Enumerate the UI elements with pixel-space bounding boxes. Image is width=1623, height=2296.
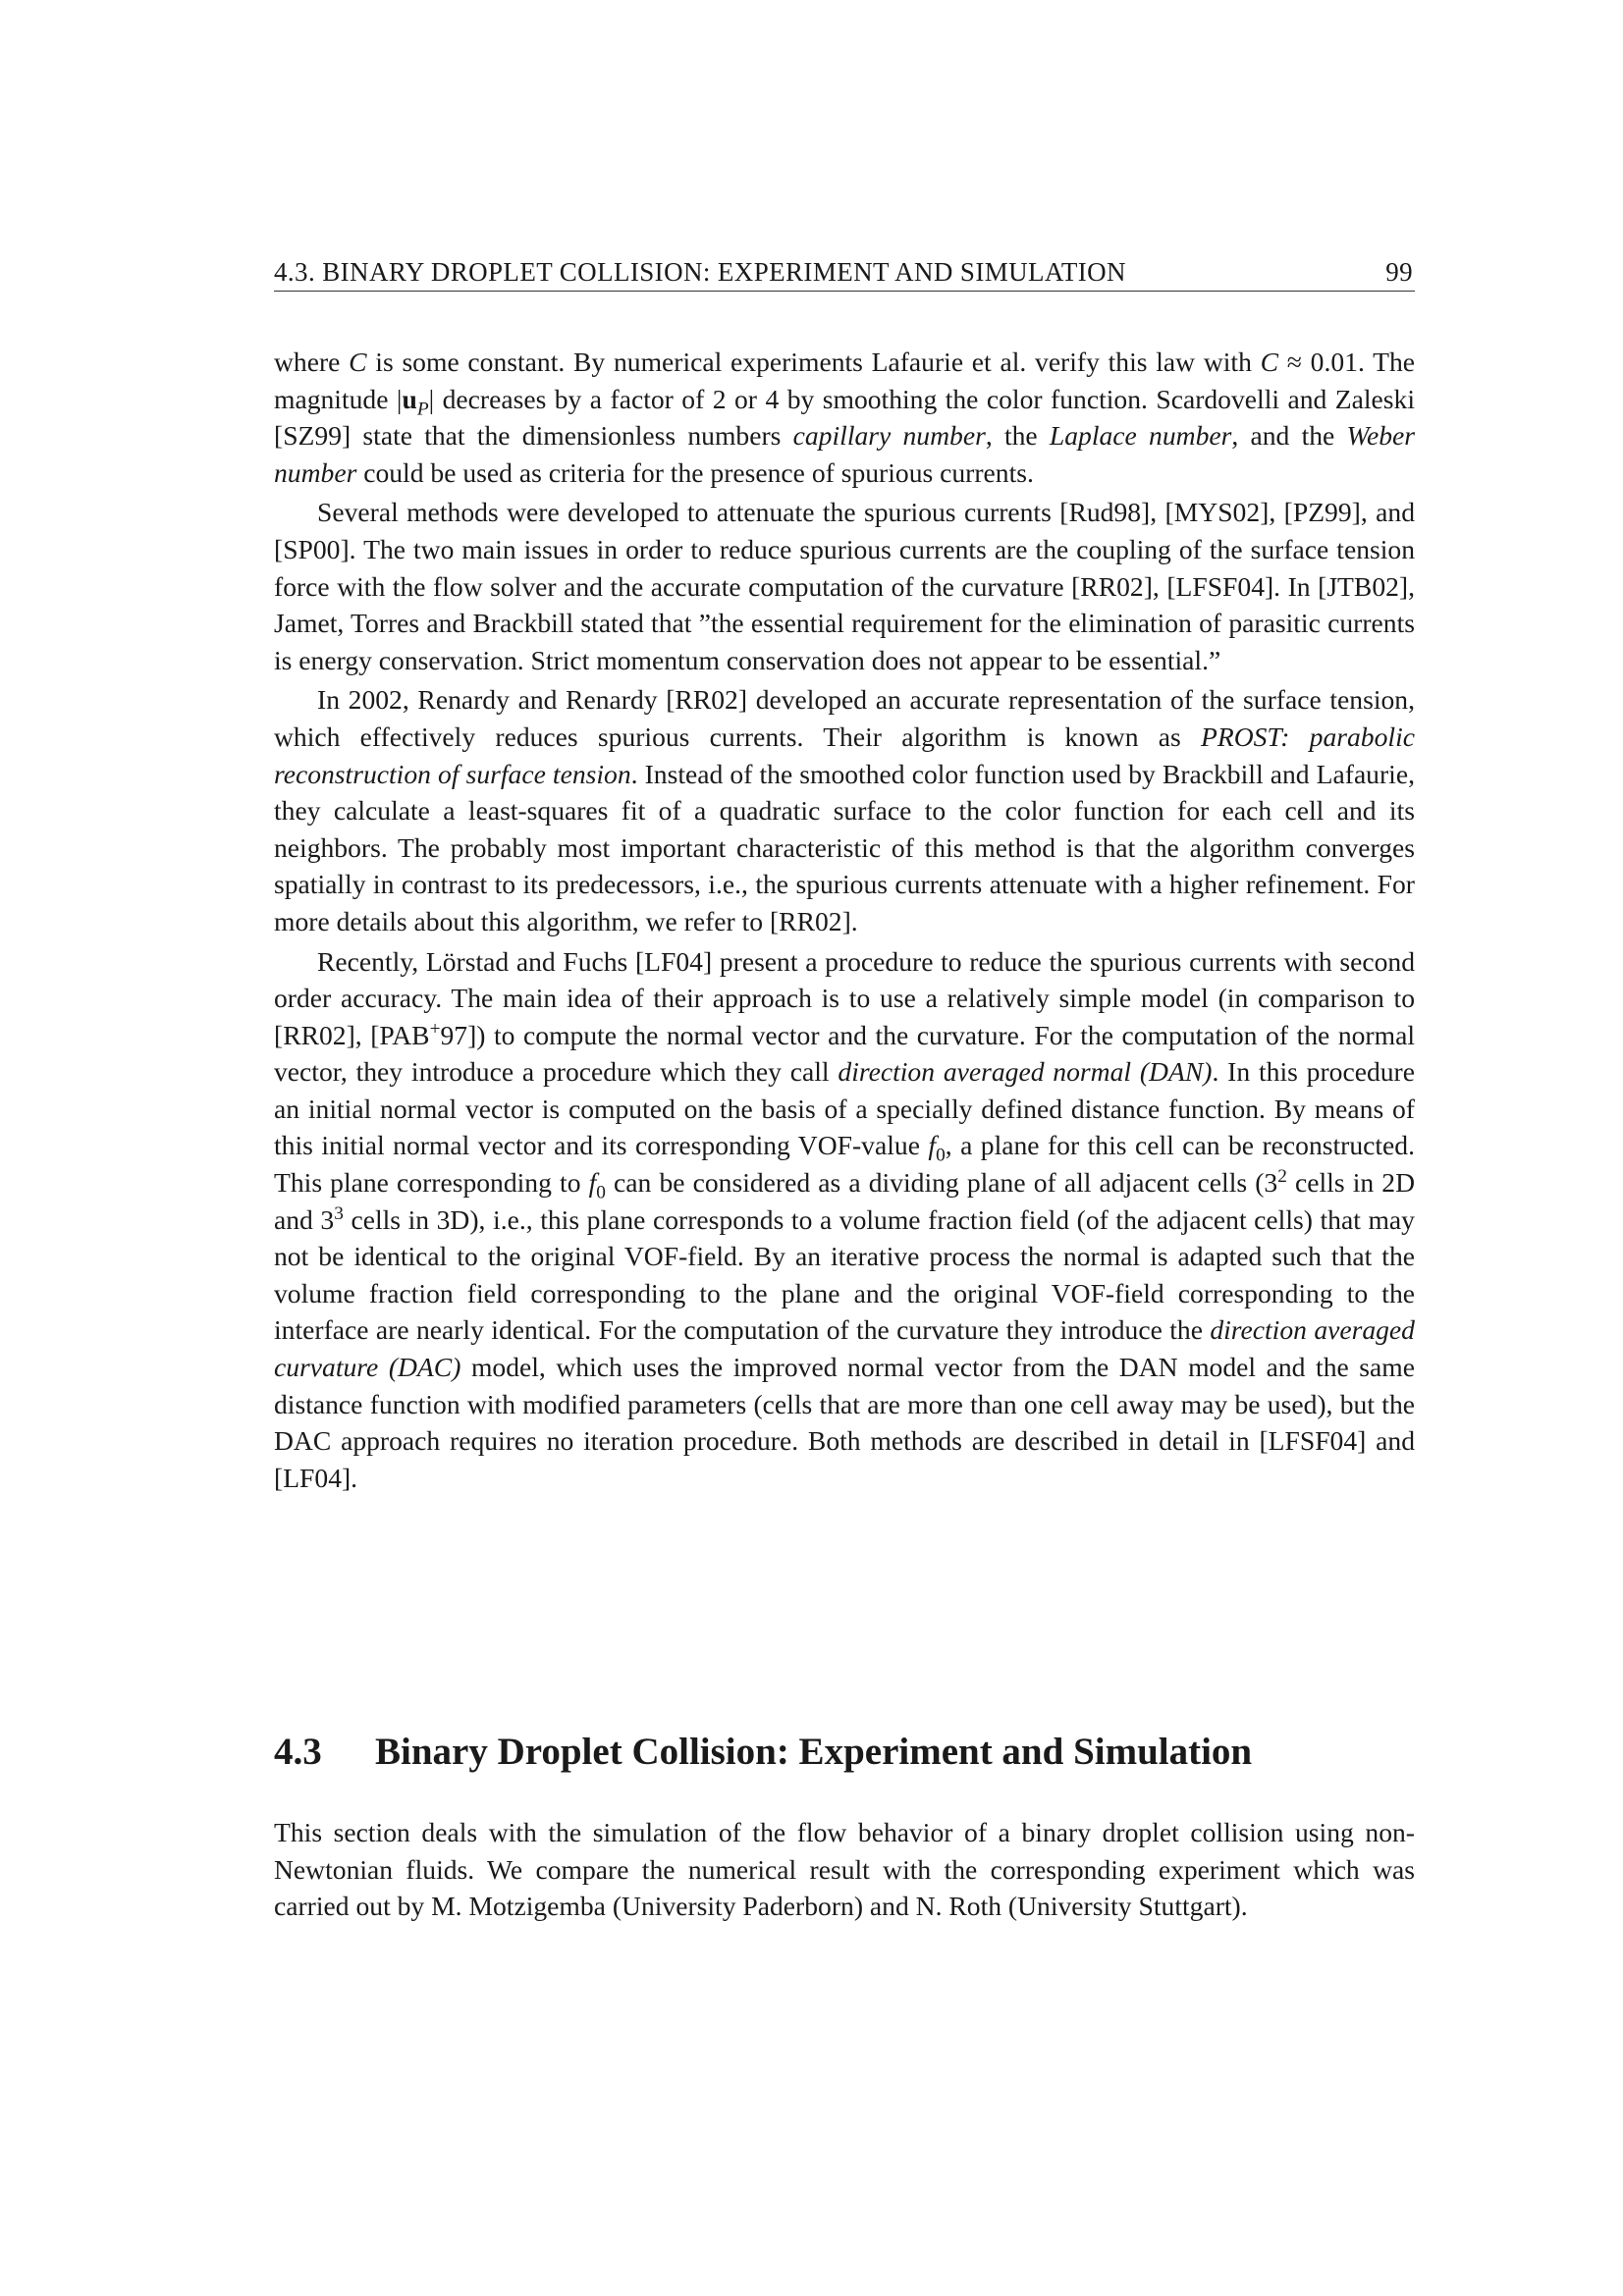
section-body <box>274 1814 1415 1925</box>
running-title: 4.3. BINARY DROPLET COLLISION: EXPERIMENT AND SIMULATION <box>274 257 1126 287</box>
emphasis: direction averaged normal (DAN) <box>838 1056 1213 1088</box>
emphasis: Weber number <box>274 420 1416 488</box>
page-number: 99 <box>1385 257 1413 287</box>
running-header <box>274 257 1415 292</box>
math-symbol: C <box>349 347 367 377</box>
section-title: Binary Droplet Collision: Experiment and Simulation <box>375 1731 1253 1773</box>
emphasis: direction averaged curvature (DAC) <box>274 1314 1415 1383</box>
section-number: 4.3 <box>274 1731 322 1773</box>
emphasis: Laplace number <box>1049 420 1232 452</box>
emphasis: capillary number <box>792 420 986 452</box>
paragraph-spurious-law: where C is some constant. By numerical experiments Lafaurie et al. verify this law with C ≈ 0.01. The magnitude $|u_P|$ decreases by a factor of 2 or 4 by smoothing the color function. Scardovelli and Zaleski [SZ99] state that the dimensionless numbers capillary number, the Laplace number, and the Weber number could be used as criteria for the presence of spurious currents. <box>274 347 1416 488</box>
emphasis: PROST: parabolic reconstruction of surface tension <box>274 721 1415 789</box>
paragraph-lorstad-fuchs: Recently, Lörstad and Fuchs [LF04] present a procedure to reduce the spurious currents with second order accuracy. The main idea of their approach is to use a relatively simple model (in comparison to [RR02], [PAB+97]) to compute the normal vector and the curvature. For the computation of the normal vector, they introduce a procedure which they call direction averaged normal (DAN). In this procedure an initial normal vector is computed on the basis of a specially defined distance function. By means of this initial normal vector and its corresponding VOF-value $f_0$, a plane for this cell can be reconstructed. This plane corresponding to $f_0$ can be considered as a dividing plane of all adjacent cells ($3^2$ cells in 2D and $3^3$ cells in 3D), i.e., this plane corresponds to a volume fraction field (of the adjacent cells) that may not be identical to the original VOF-field. By an iterative process the normal is adapted such that the volume fraction field corresponding to the plane and the original VOF-field corresponding to the interface are nearly identical. For the computation of the curvature they introduce the direction averaged curvature (DAC) model, which uses the improved normal vector from the DAN model and the same distance function with modified parameters (cells that are more than one cell away may be used), but the DAC approach requires no iteration procedure. Both methods are described in detail in [LFSF04] and [LF04]. <box>274 945 1416 1493</box>
paragraph-prost: In 2002, Renardy and Renardy [RR02] developed an accurate representation of the surface tension, which effectively reduces spurious currents. Their algorithm is known as PROST: parabolic reconstruction of surface tension. Instead of the smoothed color function used by Brackbill and Lafaurie, they calculate a least-squares fit of a quadratic surface to the color function for each cell and its neighbors. The probably most important characteristic of this method is that the algorithm converges spatially in contrast to its predecessors, i.e., the spurious currents attenuate with a higher refinement. For more details about this algorithm, we refer to [RR02]. <box>274 684 1415 936</box>
paragraph-attenuation-methods: Several methods were developed to attenuate the spurious currents [Rud98], [MYS02], [PZ99], and [SP00]. The two main issues in order to reduce spurious currents are the coupling of the surface tension force with the flow solver and the accurate computation of the curvature [RR02], [LFSF04]. In [JTB02], Jamet, Torres and Brackbill stated that ”the essential requirement for the elimination of parasitic currents is energy conservation. Strict momentum conservation does not appear to be essential.” <box>274 497 1415 675</box>
math-symbol: f <box>588 1167 597 1199</box>
math-symbol: u <box>402 383 417 414</box>
section-heading <box>274 1730 1415 1774</box>
math-symbol: C <box>1260 347 1279 377</box>
paragraph-section-intro: This section deals with the simulation of the flow behavior of a binary droplet collision using non-Newtonian fluids. We compare the numerical result with the corresponding experiment which was carried out by M. Motzigemba (University Paderborn) and N. Roth (University Stuttgart). <box>274 1817 1415 1922</box>
body-text <box>274 344 1415 1496</box>
math-symbol: f <box>928 1130 937 1161</box>
